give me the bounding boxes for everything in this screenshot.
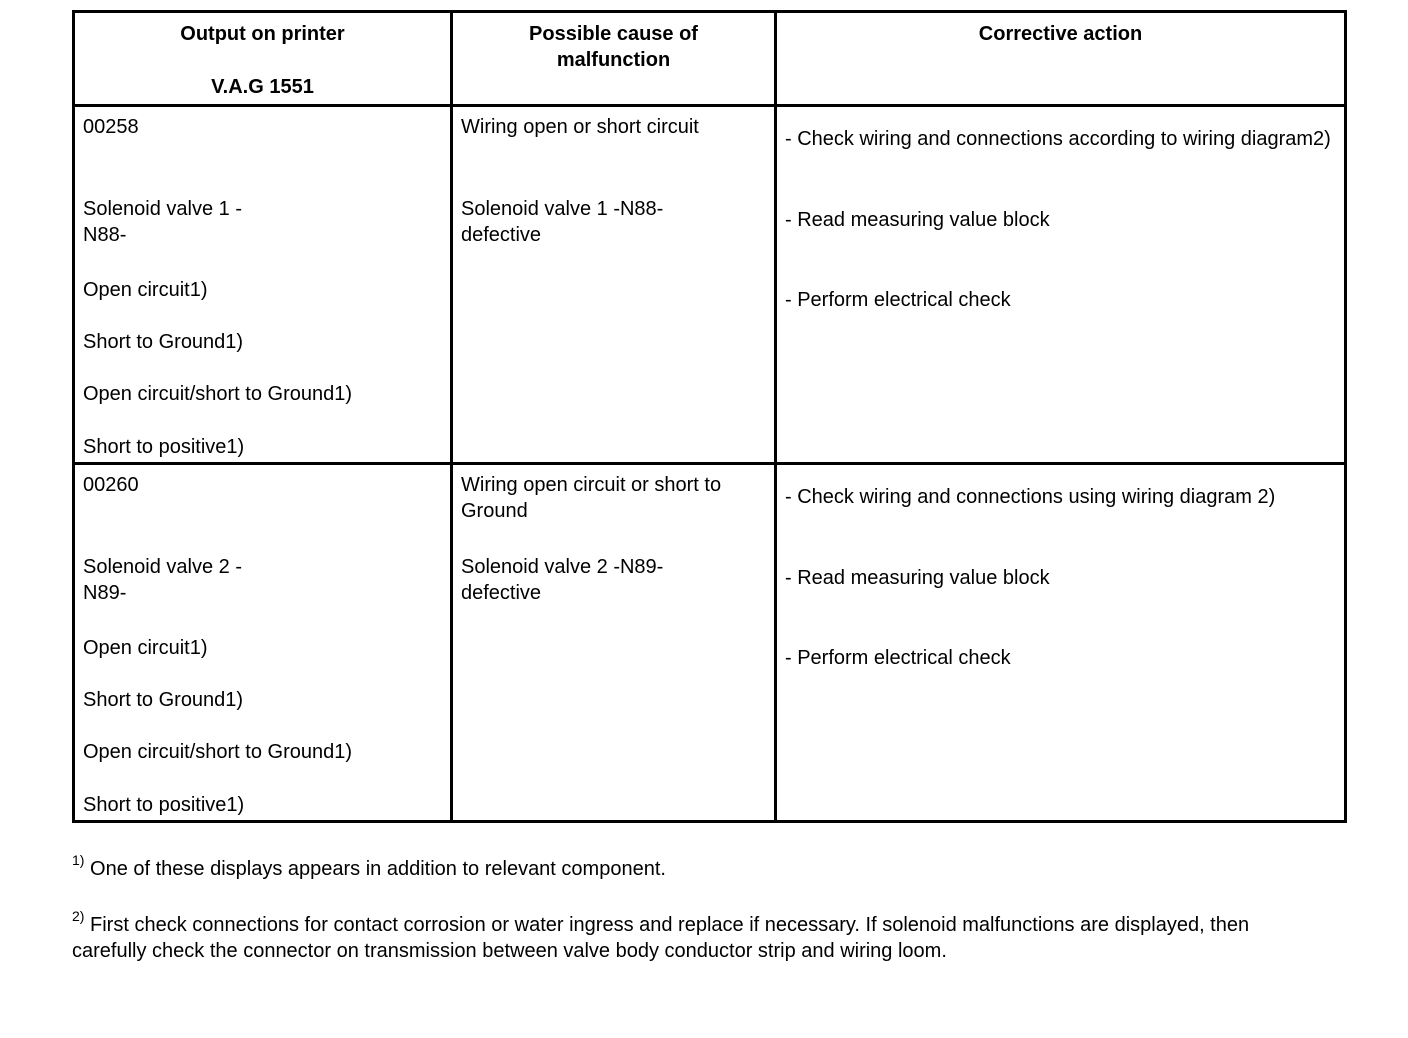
action-step: - Check wiring and connections using wiring diagram 2) bbox=[785, 486, 1276, 508]
fault-type: Open circuit/short to Ground1) bbox=[83, 383, 353, 405]
action-cell bbox=[776, 464, 1346, 822]
fault-code: 00258 bbox=[83, 116, 139, 138]
action-cell bbox=[776, 106, 1346, 464]
fault-type: Open circuit1) bbox=[83, 637, 208, 659]
header-output-title: Output on printer bbox=[180, 23, 345, 45]
action-step: - Perform electrical check bbox=[785, 289, 1011, 311]
cause-cell bbox=[452, 106, 776, 464]
action-step: - Read measuring value block bbox=[785, 567, 1050, 589]
table-header-row bbox=[74, 12, 1346, 106]
footnote-text: First check connections for contact corrosion or water ingress and replace if necessary. If solenoid malfunctions are displayed, then carefully check the connector on transmission between valve body conductor strip and wiring loom. bbox=[72, 914, 1250, 962]
fault-type: Open circuit1) bbox=[83, 279, 208, 301]
fault-type: Short to Ground1) bbox=[83, 331, 244, 353]
table-row bbox=[74, 106, 1346, 464]
action-step: - Read measuring value block bbox=[785, 209, 1050, 231]
action-step: - Perform electrical check bbox=[785, 647, 1011, 669]
output-cell bbox=[74, 464, 452, 822]
cause-text: Wiring open or short circuit bbox=[461, 116, 699, 138]
footnote-marker: 1) bbox=[72, 852, 85, 869]
footnote-text: One of these displays appears in addition to relevant component. bbox=[90, 858, 666, 880]
output-cell bbox=[74, 106, 452, 464]
fault-type: Short to positive1) bbox=[83, 794, 245, 816]
header-action bbox=[776, 12, 1346, 106]
fault-code: 00260 bbox=[83, 474, 139, 496]
footnote bbox=[72, 908, 1272, 964]
component-name: Solenoid valve 1 - N88- bbox=[83, 198, 242, 246]
table-row bbox=[74, 464, 1346, 822]
fault-type: Open circuit/short to Ground1) bbox=[83, 741, 353, 763]
action-step: - Check wiring and connections according to wiring diagram2) bbox=[785, 128, 1331, 150]
cause-text: Wiring open circuit or short to Ground bbox=[461, 474, 722, 522]
cause-text: Solenoid valve 1 -N88- defective bbox=[461, 198, 664, 246]
fault-type: Short to Ground1) bbox=[83, 689, 244, 711]
header-cause bbox=[452, 12, 776, 106]
cause-cell bbox=[452, 464, 776, 822]
footnote-marker: 2) bbox=[72, 908, 85, 925]
header-output bbox=[74, 12, 452, 106]
cause-text: Solenoid valve 2 -N89- defective bbox=[461, 556, 664, 604]
fault-type: Short to positive1) bbox=[83, 436, 245, 458]
header-cause-title: Possible cause of malfunction bbox=[529, 23, 698, 71]
component-name: Solenoid valve 2 - N89- bbox=[83, 556, 242, 604]
fault-code-table bbox=[72, 10, 1347, 823]
footnote bbox=[72, 852, 1352, 882]
header-action-title: Corrective action bbox=[978, 23, 1143, 45]
header-output-device: V.A.G 1551 bbox=[211, 76, 314, 98]
